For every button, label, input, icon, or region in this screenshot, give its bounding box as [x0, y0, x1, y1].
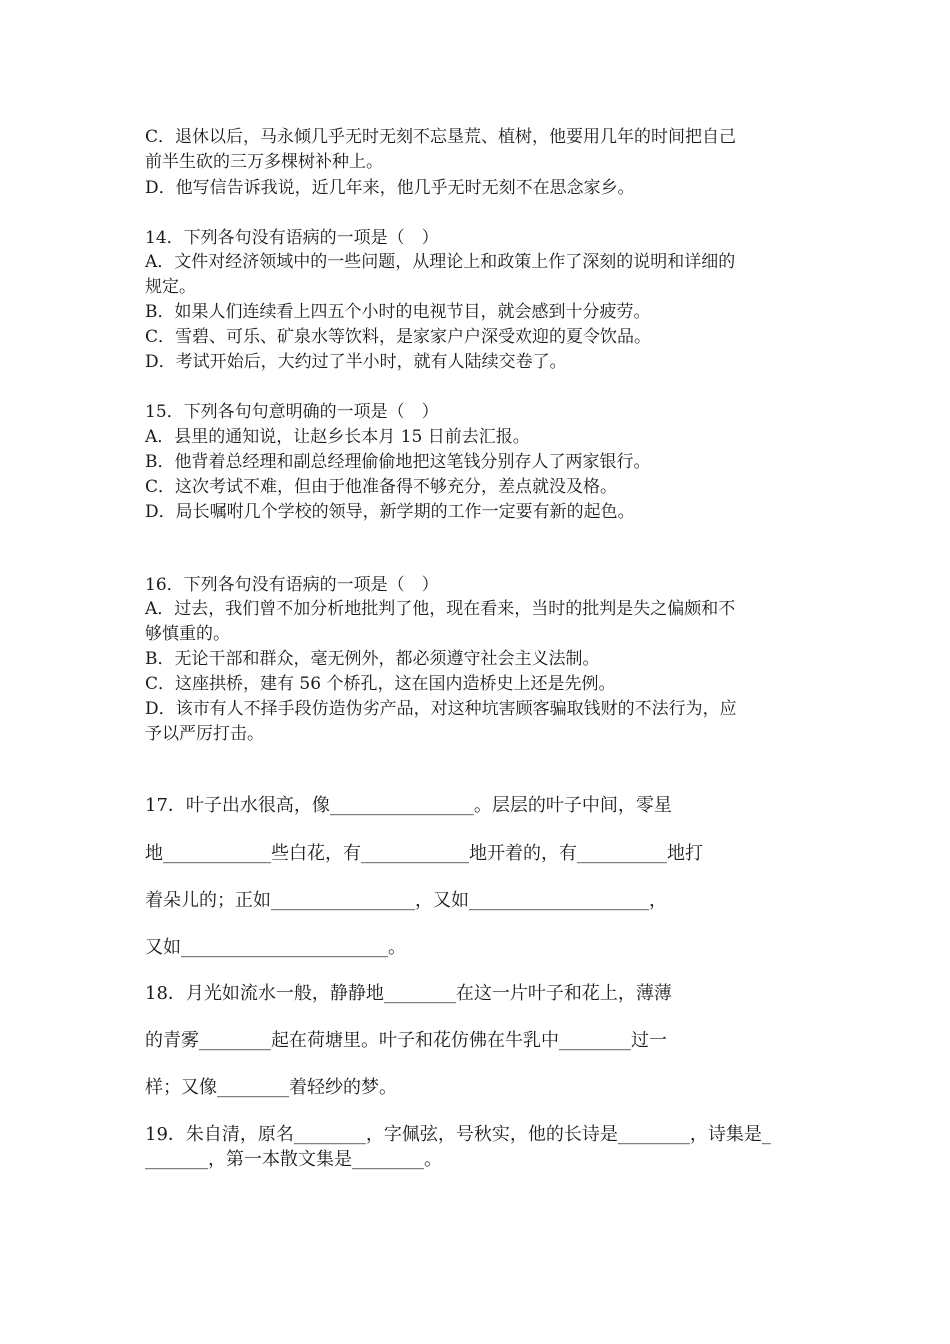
- q16-option-d-line1: D．该市有人不择手段仿造伪劣产品，对这种坑害顾客骗取钱财的不法行为，应: [145, 699, 737, 719]
- q16-question: 16．下列各句没有语病的一项是（ ）: [145, 575, 439, 595]
- q14-option-a-line1: A．文件对经济领域中的一些问题，从理论上和政策上作了深刻的说明和详细的: [145, 252, 736, 272]
- q14-option-d: D．考试开始后，大约过了半小时，就有人陆续交卷了。: [145, 352, 567, 372]
- q16-option-c: C．这座拱桥，建有 56 个桥孔，这在国内造桥史上还是先例。: [145, 674, 616, 694]
- q17-line4: 又如_______________________。: [145, 937, 406, 958]
- q18-line2: 的青雾________起在荷塘里。叶子和花仿佛在牛乳中________过一: [145, 1030, 667, 1051]
- q15-option-d: D．局长嘱咐几个学校的领导，新学期的工作一定要有新的起色。: [145, 502, 635, 522]
- q16-option-b: B．无论干部和群众，毫无例外，都必须遵守社会主义法制。: [145, 649, 600, 669]
- q14-option-b: B．如果人们连续看上四五个小时的电视节目，就会感到十分疲劳。: [145, 302, 651, 322]
- q13-option-c-line1: C．退休以后，马永倾几乎无时无刻不忘垦荒、植树，他要用几年的时间把自己: [145, 127, 737, 147]
- q19-line1: 19．朱自清，原名________，字佩弦，号秋实，他的长诗是________，诗集是_: [145, 1124, 771, 1145]
- q14-option-a-line2: 规定。: [145, 277, 196, 297]
- q16-option-d-line2: 予以严厉打击。: [145, 724, 264, 744]
- q18-line1: 18．月光如流水一般，静静地________在这一片叶子和花上，薄薄: [145, 983, 672, 1004]
- q13-option-c-line2: 前半生砍的三万多棵树补种上。: [145, 152, 383, 172]
- q15-option-b: B．他背着总经理和副总经理偷偷地把这笔钱分别存人了两家银行。: [145, 452, 651, 472]
- q19-line2: _______，第一本散文集是________。: [145, 1149, 442, 1170]
- q16-option-a-line2: 够慎重的。: [145, 624, 230, 644]
- q17-line2: 地____________些白花，有____________地开着的，有__________地打: [145, 843, 703, 864]
- q14-option-c: C．雪碧、可乐、矿泉水等饮料，是家家户户深受欢迎的夏令饮品。: [145, 327, 652, 347]
- q18-line3: 样；又像________着轻纱的梦。: [145, 1077, 397, 1098]
- q15-option-a: A．县里的通知说，让赵乡长本月 15 日前去汇报。: [145, 427, 530, 447]
- q17-line3: 着朵儿的；正如________________，又如____________________，: [145, 890, 667, 911]
- q16-option-a-line1: A．过去，我们曾不加分析地批判了他，现在看来，当时的批判是失之偏颇和不: [145, 599, 736, 619]
- q17-line1: 17．叶子出水很高，像________________。层层的叶子中间，零星: [145, 795, 672, 816]
- q13-option-d: D．他写信告诉我说，近几年来，他几乎无时无刻不在思念家乡。: [145, 178, 635, 198]
- q14-question: 14．下列各句没有语病的一项是（ ）: [145, 228, 439, 248]
- q15-option-c: C．这次考试不难，但由于他准备得不够充分，差点就没及格。: [145, 477, 618, 497]
- q15-question: 15．下列各句句意明确的一项是（ ）: [145, 402, 439, 422]
